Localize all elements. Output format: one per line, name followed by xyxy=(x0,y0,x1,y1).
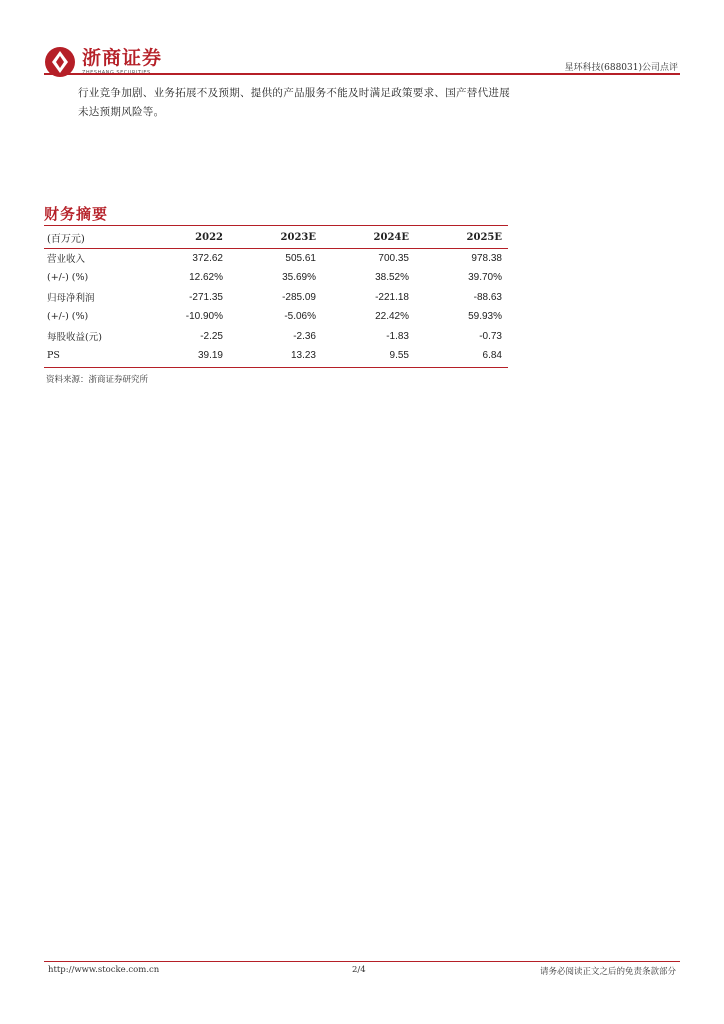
table-cell: 12.62% xyxy=(189,272,223,284)
table-cell: 35.69% xyxy=(282,272,316,284)
table-cell: 6.84 xyxy=(482,350,502,362)
table-bottom-divider xyxy=(44,367,508,368)
row-label: (+/-) (%) xyxy=(47,272,89,284)
header-divider xyxy=(44,73,680,75)
table-cell: -2.36 xyxy=(293,330,316,342)
column-header: 2022 xyxy=(195,232,223,244)
table-cell: 22.42% xyxy=(375,311,409,323)
table-cell: 39.70% xyxy=(468,272,502,284)
table-cell: -0.73 xyxy=(479,330,502,342)
table-cell: 39.19 xyxy=(197,350,223,362)
column-header: (百万元) xyxy=(47,234,85,246)
row-label: 营业收入 xyxy=(47,254,86,266)
logo-name-cn: 浙商证券 xyxy=(82,47,163,69)
report-title: 星环科技(688031)公司点评 xyxy=(564,63,678,73)
table-cell: -1.83 xyxy=(386,330,409,342)
table-cell: -285.09 xyxy=(282,291,316,303)
footer-divider xyxy=(44,961,680,962)
data-source-note: 资料来源：浙商证券研究所 xyxy=(46,375,149,385)
risk-paragraph: 行业竞争加剧、业务拓展不及预期、提供的产品服务不能及时满足政策要求、国产替代进展未达预期风险等。 xyxy=(78,87,510,118)
column-header: 2024E xyxy=(373,232,409,244)
footer-disclaimer: 请务必阅读正文之后的免责条款部分 xyxy=(539,967,676,977)
footer-website-link[interactable]: http://www.stocke.com.cn xyxy=(48,965,160,975)
table-row xyxy=(44,346,508,366)
section-divider xyxy=(44,225,508,226)
table-cell: -271.35 xyxy=(189,291,223,303)
section-title: 财务摘要 xyxy=(44,205,109,223)
table-row xyxy=(44,268,508,288)
table-cell: -10.90% xyxy=(185,311,223,323)
row-label: 归母净利润 xyxy=(47,293,95,305)
row-label: PS xyxy=(47,350,60,362)
table-row xyxy=(44,307,508,327)
table-cell: 38.52% xyxy=(375,272,409,284)
table-row xyxy=(44,288,508,308)
table-cell: 372.62 xyxy=(192,252,223,264)
table-cell: -221.18 xyxy=(375,291,409,303)
table-cell: 59.93% xyxy=(468,311,502,323)
page-number: 2/4 xyxy=(352,965,366,975)
table-cell: 13.23 xyxy=(290,350,316,362)
table-row xyxy=(44,327,508,347)
column-header: 2025E xyxy=(466,232,502,244)
table-cell: -2.25 xyxy=(200,330,223,342)
table-cell: 978.38 xyxy=(471,252,502,264)
table-row xyxy=(44,248,508,268)
table-cell: -88.63 xyxy=(473,291,502,303)
row-label: (+/-) (%) xyxy=(47,311,89,323)
row-label: 每股收益(元) xyxy=(47,332,102,344)
table-cell: 9.55 xyxy=(389,350,409,362)
table-header-row xyxy=(44,228,508,248)
financial-summary-table xyxy=(44,228,508,366)
table-cell: 505.61 xyxy=(285,252,316,264)
table-cell: 700.35 xyxy=(378,252,409,264)
table-cell: -5.06% xyxy=(284,311,316,323)
column-header: 2023E xyxy=(280,232,316,244)
